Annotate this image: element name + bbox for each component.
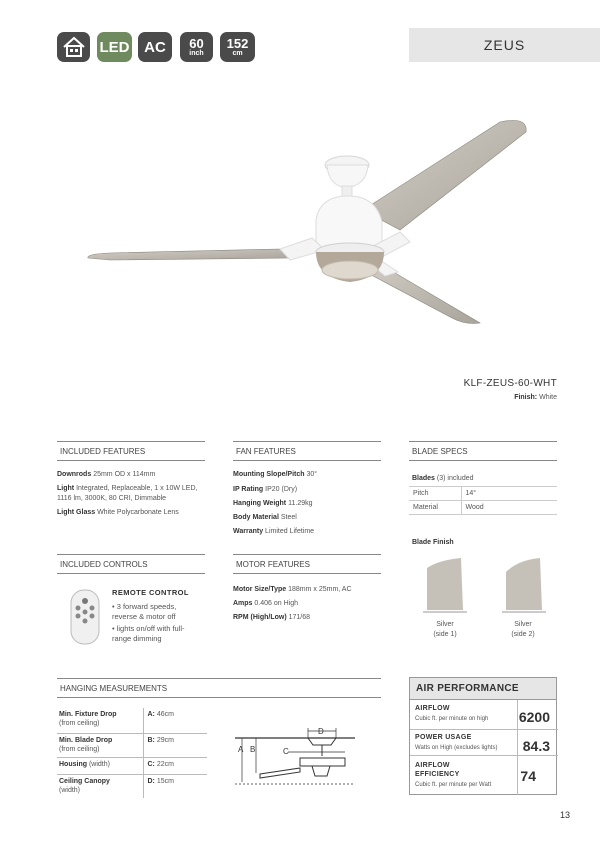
air-performance-box: [409, 677, 557, 795]
divider: [233, 441, 381, 442]
product-finish: [440, 394, 557, 401]
hanging-table: [57, 708, 207, 798]
fan-feature-warranty: Warranty Limited Lifetime: [233, 528, 315, 535]
finish-value: White: [539, 394, 557, 401]
table-row: Min. Blade Drop (from ceiling) B: 29cm: [57, 733, 207, 757]
size-cm-unit: cm: [232, 50, 243, 57]
motor-features-heading: MOTOR FEATURES: [236, 560, 310, 569]
hanging-diagram: [230, 718, 360, 790]
fan-image: [80, 110, 540, 340]
fan-feature-weight: Hanging Weight 11.29kg: [233, 500, 313, 507]
diagram-label-a: A: [238, 745, 244, 754]
size-inch-badge: [180, 32, 213, 62]
air-row-efficiency: AIRFLOW EFFICIENCY Cubic ft. per minute per Watt 74: [415, 762, 536, 788]
feature-downrods: Downrods 25mm OD x 114mm: [57, 471, 156, 478]
motor-rpm: RPM (High/Low) 171/68: [233, 614, 311, 621]
motor-size: Motor Size/Type 188mm x 25mm, AC: [233, 586, 352, 593]
house-icon: [62, 36, 86, 58]
fan-feature-ip: IP Rating IP20 (Dry): [233, 486, 298, 493]
finish-label: Finish:: [514, 394, 538, 401]
table-row: Min. Fixture Drop (from ceiling) A: 46cm: [57, 708, 207, 733]
led-badge: LED: [97, 32, 132, 62]
diagram-label-c: C: [283, 747, 289, 756]
remote-control-icon: [68, 588, 102, 646]
blade-specs-table: [409, 486, 557, 515]
divider: [409, 460, 557, 461]
diagram-label-b: B: [250, 745, 256, 754]
air-row-power: POWER USAGE Watts on High (excludes lights) 84.3: [410, 730, 558, 756]
divider: [57, 697, 381, 698]
fan-features-heading: FAN FEATURES: [236, 447, 296, 456]
included-features-heading: INCLUDED FEATURES: [60, 447, 146, 456]
blade-finish-heading: Blade Finish: [412, 539, 454, 546]
finish-side2-label: Silver (side 2): [511, 621, 535, 638]
hanging-heading: HANGING MEASUREMENTS: [60, 684, 168, 693]
fan-feature-slope: Mounting Slope/Pitch 30°: [233, 471, 318, 478]
table-row: Ceiling Canopy (width) D: 15cm: [57, 774, 207, 798]
table-row: Housing (width) C: 22cm: [57, 757, 207, 774]
diagram-label-d: D: [318, 727, 324, 736]
divider: [57, 678, 381, 679]
remote-bullet: • lights on/off with full-range dimming: [112, 624, 185, 643]
feature-light-glass: Light Glass White Polycarbonate Lens: [57, 509, 179, 516]
ac-badge: AC: [138, 32, 172, 62]
divider: [409, 441, 557, 442]
included-controls-heading: INCLUDED CONTROLS: [60, 560, 148, 569]
size-inch-unit: inch: [189, 50, 204, 57]
product-sku: KLF-ZEUS-60-WHT: [463, 378, 557, 389]
size-cm-badge: [220, 32, 255, 62]
size-inch-value: 60: [189, 36, 204, 51]
divider: [233, 554, 381, 555]
table-row: Pitch 14°: [409, 487, 557, 501]
page-number: 13: [560, 810, 571, 820]
blade-swatch-shape: [506, 558, 542, 610]
size-cm-value: 152: [226, 36, 249, 51]
air-performance-heading: AIR PERFORMANCE: [410, 678, 556, 700]
product-title: ZEUS: [409, 28, 600, 62]
blade-swatch-side1: [423, 558, 467, 614]
finish-side1-label: Silver (side 1): [433, 621, 457, 638]
divider: [233, 460, 381, 461]
feature-light: Light Integrated, Replaceable, 1 x 10W LED, 1116 lm, 3000K, 80 CRI, Dimmable: [57, 485, 198, 502]
divider: [57, 554, 205, 555]
motor-amps: Amps 0.406 on High: [233, 600, 298, 607]
blade-swatch-shape: [427, 558, 463, 610]
divider: [233, 573, 381, 574]
divider: [517, 700, 518, 795]
house-badge: [57, 32, 90, 62]
divider: [57, 441, 205, 442]
blade-swatch-side2: [502, 558, 546, 614]
divider: [57, 573, 205, 574]
blade-specs-heading: BLADE SPECS: [412, 447, 468, 456]
fan-feature-material: Body Material Steel: [233, 514, 297, 521]
remote-bullet: • 3 forward speeds, reverse & motor off: [112, 602, 177, 621]
divider: [57, 460, 205, 461]
air-row-airflow: AIRFLOW Cubic ft. per minute on high 6200: [410, 700, 558, 730]
table-row: Material Wood: [409, 501, 557, 515]
remote-control-title: REMOTE CONTROL: [112, 588, 189, 597]
blades-count: Blades (3) included: [412, 475, 474, 482]
